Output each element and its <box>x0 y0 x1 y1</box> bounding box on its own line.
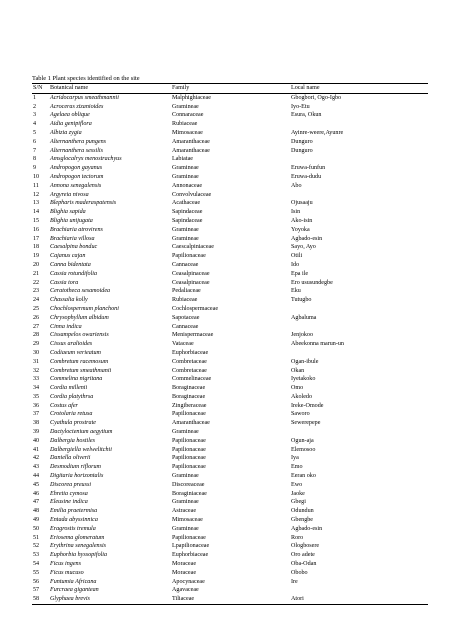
cell-sn: 41 <box>33 446 40 453</box>
cell-family: Caescalpiniaceae <box>172 244 214 251</box>
cell-botanical-name: Cassia rotundifolia <box>50 270 98 277</box>
cell-local-name: Otili <box>291 253 303 260</box>
cell-local-name <box>290 305 428 314</box>
column-header-local-name: Local name <box>291 85 320 91</box>
table-row <box>32 551 428 560</box>
cell-sn: 17 <box>33 235 40 242</box>
cell-local-name: Akoledo <box>291 393 312 400</box>
cell-botanical-name: Aidia genipiflora <box>50 121 92 128</box>
cell-local-name: Gbengbe <box>291 517 313 524</box>
cell-local-name: Omo <box>291 385 304 392</box>
cell-family: Moraceae <box>172 569 197 576</box>
cell-family: Vataceae <box>172 341 194 348</box>
cell-botanical-name: Brachiaria villosa <box>50 235 95 242</box>
cell-family: Astraceae <box>172 508 197 515</box>
cell-sn: 50 <box>33 525 40 532</box>
cell-sn: 38 <box>33 420 40 427</box>
cell-botanical-name: Chassalia kolly <box>50 297 88 304</box>
table-row <box>32 384 428 393</box>
table-row <box>32 419 428 428</box>
table-row <box>32 507 428 516</box>
cell-sn: 34 <box>33 385 40 392</box>
cell-sn: 47 <box>33 499 40 506</box>
table-row <box>32 542 428 551</box>
cell-sn: 1 <box>33 94 37 101</box>
cell-sn: 42 <box>33 455 40 462</box>
cell-family: Gramineae <box>172 499 199 506</box>
cell-local-name: Iyetakoko <box>291 376 316 383</box>
cell-sn: 7 <box>33 147 37 154</box>
cell-sn: 32 <box>33 367 40 374</box>
cell-local-name: Eruwa-funfun <box>291 165 326 172</box>
cell-sn: 29 <box>33 341 40 348</box>
cell-sn: 39 <box>33 429 40 436</box>
table-row <box>32 243 428 252</box>
table-row <box>32 261 428 270</box>
table-row <box>32 595 428 604</box>
table-row <box>32 560 428 569</box>
cell-family: Agavaceae <box>172 587 199 594</box>
cell-sn: 23 <box>33 288 40 295</box>
cell-local-name: Elemosoo <box>291 446 316 453</box>
cell-botanical-name: Combretum racemosum <box>50 358 109 365</box>
cell-local-name: Emo <box>291 464 303 471</box>
table-row <box>32 525 428 534</box>
table-row <box>32 578 428 587</box>
table-row <box>32 446 428 455</box>
cell-local-name: Sayo, Ayo <box>291 244 316 251</box>
cell-sn: 44 <box>33 473 40 480</box>
cell-family: Papilionaceae <box>172 446 206 453</box>
cell-botanical-name: Blepharis maderaspatensis <box>50 200 117 207</box>
cell-family: Euphorbiaceae <box>172 349 209 356</box>
cell-local-name: Jenjokoo <box>291 332 314 339</box>
cell-local-name: Gbegi <box>291 499 306 506</box>
cell-local-name: Ido <box>291 261 300 268</box>
table-row <box>32 393 428 402</box>
cell-local-name: Isin <box>291 209 301 216</box>
cell-botanical-name: Glyphaea brevis <box>50 596 90 603</box>
cell-botanical-name: Discorea preussi <box>50 481 92 488</box>
cell-local-name: Ewo <box>291 481 303 488</box>
cell-botanical-name: Funtumia Africana <box>50 578 97 585</box>
cell-local-name: Ero ususundegbe <box>291 279 333 286</box>
cell-sn: 3 <box>33 112 37 119</box>
table-row <box>32 481 428 490</box>
table-row <box>32 305 428 314</box>
cell-botanical-name: Cassia tora <box>50 279 79 286</box>
cell-botanical-name: Crotolaria retusa <box>50 411 93 418</box>
cell-local-name <box>290 586 428 595</box>
table-row <box>32 217 428 226</box>
table-row <box>32 402 428 411</box>
cell-local-name: Iya <box>291 455 299 462</box>
cell-sn: 54 <box>33 561 40 568</box>
cell-family: Apocynaceae <box>172 578 205 585</box>
table-row <box>32 199 428 208</box>
cell-family: Gramineae <box>172 173 199 180</box>
plant-species-table <box>32 83 428 605</box>
cell-family: Ceasalpinaceae <box>172 279 210 286</box>
cell-family: Mimosaceae <box>172 129 203 136</box>
cell-local-name: Agbaluma <box>291 314 317 321</box>
cell-sn: 9 <box>33 165 37 172</box>
cell-sn: 14 <box>33 209 40 216</box>
cell-sn: 16 <box>33 226 40 233</box>
cell-sn: 33 <box>33 376 40 383</box>
cell-local-name: Okan <box>291 367 305 374</box>
cell-sn: 35 <box>33 393 40 400</box>
cell-botanical-name: Alternanthera pungens <box>50 138 107 145</box>
cell-family: Boraginaceae <box>172 393 206 400</box>
cell-sn: 40 <box>33 437 40 444</box>
cell-local-name: Ako-isin <box>291 217 313 224</box>
cell-family: Amaranthaceae <box>172 138 210 145</box>
cell-family: Papilionaceae <box>172 455 206 462</box>
cell-sn: 21 <box>33 270 40 277</box>
cell-botanical-name: Cissampelos owariensis <box>50 332 109 339</box>
table-row <box>32 120 428 129</box>
cell-sn: 5 <box>33 129 37 136</box>
cell-sn: 30 <box>33 349 40 356</box>
cell-botanical-name: Dalbergia hostiles <box>50 437 95 444</box>
cell-family: Combretaceae <box>172 367 207 374</box>
cell-botanical-name: Codiaeum verieatum <box>50 349 101 356</box>
cell-family: Commelinaceae <box>172 376 212 383</box>
cell-family: Papilionaceae <box>172 437 206 444</box>
cell-local-name: Ayinre-weere,Ayunre <box>291 129 344 136</box>
cell-family: Papilionaceae <box>172 411 206 418</box>
cell-sn: 6 <box>33 138 37 145</box>
cell-local-name: Agbado-esin <box>291 235 323 242</box>
cell-family: Sapindaceae <box>172 217 203 224</box>
cell-botanical-name: Argyreia nivosa <box>50 191 89 198</box>
cell-family: Menispermaceae <box>172 332 214 339</box>
cell-botanical-name: Chrysophyllum albidum <box>50 314 109 321</box>
cell-local-name: Ireke-Omode <box>291 402 324 409</box>
cell-botanical-name: Albizia zygia <box>50 129 82 136</box>
cell-sn: 37 <box>33 411 40 418</box>
cell-sn: 55 <box>33 569 40 576</box>
cell-botanical-name: Ficus ingens <box>50 561 81 568</box>
table-row <box>32 93 428 102</box>
cell-local-name: Esura, Okun <box>291 112 322 119</box>
table-row <box>32 314 428 323</box>
table-row <box>32 490 428 499</box>
table-row <box>32 279 428 288</box>
table-row <box>32 472 428 481</box>
cell-local-name: Dunguro <box>291 138 313 145</box>
cell-sn: 49 <box>33 517 40 524</box>
cell-sn: 11 <box>33 182 39 189</box>
table-row <box>32 129 428 138</box>
table-row <box>32 534 428 543</box>
table-row <box>32 138 428 147</box>
cell-sn: 31 <box>33 358 40 365</box>
table-row <box>32 586 428 595</box>
cell-botanical-name: Annona senegalensis <box>50 182 102 189</box>
cell-botanical-name: Blighia unijugata <box>50 217 93 224</box>
cell-family: Gramineae <box>172 429 199 436</box>
cell-botanical-name: Furcraea gigantean <box>50 587 99 594</box>
cell-botanical-name: Commelina nigritana <box>50 376 103 383</box>
table-row <box>32 331 428 340</box>
cell-sn: 48 <box>33 508 40 515</box>
cell-family: Rubiaceae <box>172 297 198 304</box>
cell-botanical-name: Desmodium riflorum <box>50 464 101 471</box>
table-row <box>32 270 428 279</box>
cell-botanical-name: Eleusine indica <box>50 499 88 506</box>
cell-botanical-name: Alternanthera sessilis <box>50 147 103 154</box>
cell-local-name: Abo <box>291 182 302 189</box>
table-row <box>32 367 428 376</box>
table-row <box>32 111 428 120</box>
cell-local-name: Atori <box>291 596 304 603</box>
cell-family: Amaranthaceae <box>172 420 210 427</box>
table-row <box>32 103 428 112</box>
cell-sn: 56 <box>33 578 40 585</box>
cell-local-name: Yoyoka <box>291 226 310 233</box>
table-row <box>32 287 428 296</box>
cell-family: Labiatae <box>172 156 193 163</box>
table-row <box>32 454 428 463</box>
column-header-family: Family <box>172 85 190 91</box>
cell-sn: 19 <box>33 253 40 260</box>
cell-local-name: Epa ile <box>291 270 309 277</box>
cell-family: Gramineae <box>172 165 199 172</box>
cell-family: Annonaceae <box>172 182 203 189</box>
table-header-row <box>32 84 428 94</box>
cell-sn: 57 <box>33 587 40 594</box>
cell-local-name: Eku <box>291 288 301 295</box>
cell-family: Sapotaceae <box>172 314 200 321</box>
table-row <box>32 437 428 446</box>
cell-sn: 45 <box>33 481 40 488</box>
cell-sn: 52 <box>33 543 40 550</box>
cell-local-name: Ogun-aja <box>291 437 314 444</box>
cell-family: Mimosaceae <box>172 517 203 524</box>
cell-local-name: Ologbosere <box>291 543 320 550</box>
cell-sn: 58 <box>33 596 40 603</box>
cell-family: Cannaceae <box>172 323 199 330</box>
table-row <box>32 516 428 525</box>
cell-botanical-name: Cordia millenii <box>50 385 88 392</box>
column-header-sn: S/N <box>33 85 43 91</box>
cell-local-name: Agbado-esin <box>291 525 323 532</box>
cell-family: Discoreaceae <box>172 481 205 488</box>
cell-family: Gramineae <box>172 473 199 480</box>
cell-local-name: Abeekonna marun-un <box>291 341 344 348</box>
cell-botanical-name: Chochlospermum planchoni <box>50 305 119 312</box>
cell-family: Papilionaceae <box>172 253 206 260</box>
table-row <box>32 252 428 261</box>
cell-local-name: Tutugbo <box>291 297 312 304</box>
cell-botanical-name: Acroceras zizanioides <box>50 103 104 110</box>
cell-sn: 28 <box>33 332 40 339</box>
cell-botanical-name: Agelaea oblique <box>50 112 90 119</box>
cell-local-name <box>290 120 428 129</box>
cell-local-name: Obobo <box>291 569 308 576</box>
cell-sn: 2 <box>33 103 37 110</box>
cell-sn: 10 <box>33 173 40 180</box>
cell-botanical-name: Caesalpina bonduc <box>50 244 98 251</box>
cell-sn: 15 <box>33 217 40 224</box>
cell-sn: 27 <box>33 323 40 330</box>
cell-family: Lpapilionaceae <box>172 543 210 550</box>
cell-botanical-name: Amsglocalryx menostrachyus <box>50 156 122 163</box>
cell-local-name: Eeran oko <box>291 473 316 480</box>
table-row <box>32 182 428 191</box>
table-row <box>32 235 428 244</box>
table-row <box>32 463 428 472</box>
cell-family: Cannaceae <box>172 261 199 268</box>
table-row <box>32 498 428 507</box>
cell-sn: 20 <box>33 261 40 268</box>
cell-family: Euphorbiaceae <box>172 552 209 559</box>
cell-family: Convolvulaceae <box>172 191 212 198</box>
table-row <box>32 375 428 384</box>
cell-botanical-name: Eriosema glomeratum <box>50 534 105 541</box>
cell-sn: 13 <box>33 200 40 207</box>
cell-botanical-name: Cissus aralioides <box>50 341 93 348</box>
cell-botanical-name: Erythrina senegalensis <box>50 543 107 550</box>
cell-botanical-name: Cyathula prostrate <box>50 420 96 427</box>
cell-botanical-name: Digitaria horizontalis <box>50 473 104 480</box>
cell-botanical-name: Combretum smeathmanii <box>50 367 112 374</box>
table-row <box>32 173 428 182</box>
cell-local-name: Sewerepepe <box>291 420 321 427</box>
cell-botanical-name: Cinna indica <box>50 323 82 330</box>
table-row <box>32 147 428 156</box>
cell-botanical-name: Dactyloctenium aegytium <box>50 429 113 436</box>
table-row <box>32 155 428 164</box>
cell-family: Boraginiaceae <box>172 490 207 497</box>
cell-family: Tiliaceae <box>172 596 195 603</box>
cell-family: Papilionaceae <box>172 464 206 471</box>
cell-family: Boraginaceae <box>172 385 206 392</box>
cell-family: Zingiberaceae <box>172 402 207 409</box>
cell-local-name <box>290 323 428 332</box>
cell-botanical-name: Acridocarpus smeathmannii <box>50 94 119 101</box>
cell-botanical-name: Eragrostis tremula <box>50 525 96 532</box>
cell-family: Rubiaceae <box>172 121 198 128</box>
table-row <box>32 349 428 358</box>
cell-local-name: Saworo <box>291 411 310 418</box>
cell-family: Pedaliaceae <box>172 288 201 295</box>
cell-sn: 12 <box>33 191 40 198</box>
cell-family: Combretaceae <box>172 358 207 365</box>
cell-sn: 43 <box>33 464 40 471</box>
cell-sn: 18 <box>33 244 40 251</box>
cell-botanical-name: Ehretia cymosa <box>50 490 88 497</box>
cell-botanical-name: Ceratotheca sesamoidea <box>50 288 111 295</box>
table-row <box>32 226 428 235</box>
cell-sn: 22 <box>33 279 40 286</box>
cell-sn: 25 <box>33 305 40 312</box>
cell-botanical-name: Andropogon gayanus <box>50 165 103 172</box>
cell-sn: 24 <box>33 297 40 304</box>
cell-local-name <box>290 191 428 200</box>
table-row <box>32 323 428 332</box>
cell-local-name: Oro adete <box>291 552 315 559</box>
cell-family: Sapindaceae <box>172 209 203 216</box>
cell-botanical-name: Euphorbia hyssopifolia <box>50 552 108 559</box>
cell-family: Gramineae <box>172 226 199 233</box>
cell-local-name <box>290 428 428 437</box>
table-row <box>32 358 428 367</box>
column-header-botanical-name: Botanical name <box>50 85 89 91</box>
cell-sn: 51 <box>33 534 40 541</box>
cell-sn: 4 <box>33 121 37 128</box>
cell-family: Papilionaceae <box>172 534 206 541</box>
cell-botanical-name: Dalbergiella welwelitchii <box>50 446 112 453</box>
cell-sn: 8 <box>33 156 37 163</box>
cell-botanical-name: Brachiaria atrovirens <box>50 226 103 233</box>
cell-local-name: Ogan-ibule <box>291 358 319 365</box>
cell-local-name: Roro <box>291 534 304 541</box>
table-row <box>32 340 428 349</box>
cell-family: Amaranthaceae <box>172 147 210 154</box>
cell-local-name: Odundun <box>291 508 314 515</box>
cell-family: Malphighiaceae <box>172 94 211 101</box>
cell-local-name: Ojusaaju <box>291 200 313 207</box>
cell-family: Gramineae <box>172 103 199 110</box>
cell-local-name: Eruwa-dudu <box>291 173 322 180</box>
cell-local-name <box>290 155 428 164</box>
cell-local-name: Jaoke <box>291 490 305 497</box>
table-caption: Table 1 Plant species identified on the site <box>32 75 140 82</box>
table-row <box>32 410 428 419</box>
table-row <box>32 569 428 578</box>
table-row <box>32 191 428 200</box>
cell-botanical-name: Costus afer <box>50 402 78 409</box>
cell-local-name: Oba-Odan <box>291 561 317 568</box>
cell-botanical-name: Ficus mucuso <box>50 569 84 576</box>
cell-sn: 46 <box>33 490 40 497</box>
cell-family: Gramineae <box>172 235 199 242</box>
cell-local-name <box>290 349 428 358</box>
cell-botanical-name: Cajanus cajan <box>50 253 86 260</box>
cell-family: Gramineae <box>172 525 199 532</box>
cell-family: Connaraceae <box>172 112 204 119</box>
cell-family: Ceasalpinaceae <box>172 270 210 277</box>
cell-sn: 53 <box>33 552 40 559</box>
table-row <box>32 208 428 217</box>
table-row <box>32 296 428 305</box>
table-row <box>32 164 428 173</box>
cell-sn: 36 <box>33 402 40 409</box>
cell-local-name: Dunguro <box>291 147 313 154</box>
cell-botanical-name: Cordia platythrsa <box>50 393 94 400</box>
cell-botanical-name: Daniella oliverii <box>50 455 91 462</box>
cell-sn: 26 <box>33 314 40 321</box>
cell-local-name: Gbogbori, Ogo-Igbo <box>291 94 342 101</box>
cell-local-name: Iyo-Etu <box>291 103 310 110</box>
cell-family: Cochlospermaceae <box>172 305 219 312</box>
cell-local-name: Ire <box>291 578 298 585</box>
cell-botanical-name: Entada abyssinnica <box>50 517 98 524</box>
cell-botanical-name: Andropogon tectorum <box>50 173 104 180</box>
table-row <box>32 428 428 437</box>
cell-botanical-name: Blighia sapida <box>50 209 86 216</box>
cell-family: Acathaceae <box>172 200 201 207</box>
cell-botanical-name: Canna bidentata <box>50 261 91 268</box>
cell-family: Moraceae <box>172 561 197 568</box>
cell-botanical-name: Emilia praetermisa <box>50 508 98 515</box>
